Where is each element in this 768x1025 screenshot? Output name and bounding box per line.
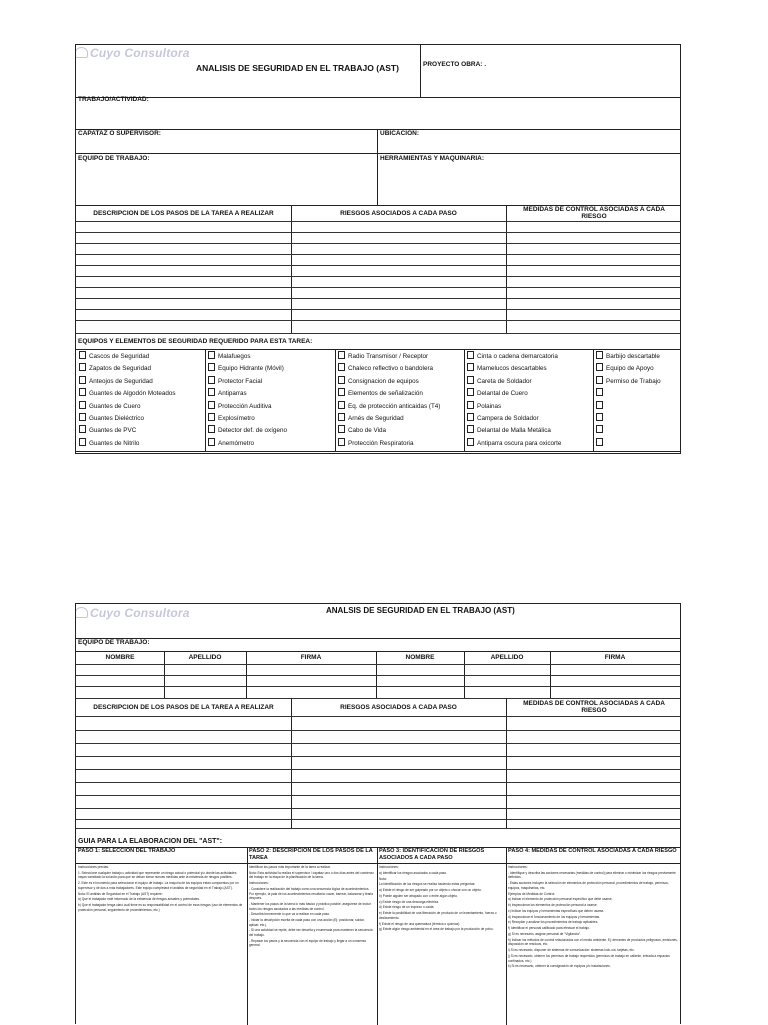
checkbox-icon[interactable] xyxy=(208,425,215,433)
ppe-checkbox-item[interactable] xyxy=(596,401,606,410)
paso-3-header: PASO 3: IDENTIFICACION DE RIESGOS ASOCIADOS A CADA PASO xyxy=(379,848,485,861)
logo-text: Cuyo Consultora xyxy=(90,46,190,60)
guide-paragraph: e) Existe la posibilidad de una liberación de producto de un levantamiento, fuerza o deslizamiento. xyxy=(379,911,497,920)
ppe-item-label: Radio Transmisor / Receptor xyxy=(348,353,429,360)
checkbox-icon[interactable] xyxy=(467,401,474,409)
checkbox-icon[interactable] xyxy=(596,376,603,384)
guide-paragraph: - Si una actividad se repite, debe ser descrita y enumerada para mantener la secuencia del trabajo. xyxy=(249,928,373,938)
ppe-item-label: Guantes de Algodón Moteados xyxy=(89,390,176,398)
ppe-item-label: Protector Facial xyxy=(218,377,263,385)
checkbox-icon[interactable] xyxy=(338,401,345,409)
ppe-item-label: Arnés de Seguridad xyxy=(348,415,404,422)
checkbox-icon[interactable] xyxy=(338,425,345,433)
ppe-checkbox-item[interactable] xyxy=(208,351,251,360)
guide-paragraph: k) Si es necesario, obtener la consignación de equipos y/o instalaciones. xyxy=(508,964,611,969)
guide-paragraph: Instrucciones: xyxy=(508,865,528,869)
checkbox-icon[interactable] xyxy=(79,388,86,396)
col-riesgos-header-2: RIESGOS ASOCIADOS A CADA PASO xyxy=(340,704,457,711)
guide-paragraph: Ejemplos de Medidas de Control: xyxy=(508,891,555,896)
ppe-checkbox-item[interactable] xyxy=(467,351,558,360)
checkbox-icon[interactable] xyxy=(79,401,86,409)
ppe-item-label: Polainas xyxy=(477,402,502,410)
ppe-item-label: Eq. de protección anticaidas (T4) xyxy=(348,402,441,410)
checkbox-icon[interactable] xyxy=(596,438,603,446)
ppe-checkbox-item[interactable] xyxy=(338,363,433,372)
herramientas-field[interactable]: HERRAMIENTAS Y MAQUINARIA: xyxy=(380,155,485,162)
ppe-item-label: Guantes de Cuero xyxy=(89,402,141,410)
ppe-checkbox-item[interactable] xyxy=(338,351,428,360)
ppe-checkbox-item[interactable] xyxy=(79,401,140,410)
ppe-item-label: Guantes Dieléctrico xyxy=(89,415,144,422)
guide-paragraph: 2. Este es el momento para seleccionar el equipo de trabajo. La mayoría de los equipos están compuestos por un supervisor y de dos a más trabajadores. Este equipo completará el análisis de seguridad en el Trabajo (AST). xyxy=(78,881,239,890)
ppe-checkbox-item[interactable] xyxy=(79,376,153,385)
checkbox-icon[interactable] xyxy=(208,413,215,421)
guide-paragraph: Nota: xyxy=(379,876,387,881)
guide-paso-3 xyxy=(379,865,504,1025)
ppe-item-label: Detector def. de oxígeno xyxy=(218,427,287,435)
guide-paragraph: Instrucciones: xyxy=(249,881,269,886)
ppe-checkbox-item[interactable] xyxy=(596,425,606,434)
ppe-checkbox-item[interactable] xyxy=(596,363,654,372)
checkbox-icon[interactable] xyxy=(596,351,603,359)
guide-paragraph: f) Identificar el personal calificado para efectuar el trabajo. xyxy=(508,926,590,931)
ppe-item-label: Antiparras xyxy=(218,390,247,398)
guide-paragraph: d) Existe riesgo de un tropiezo o caída. xyxy=(379,905,435,910)
guide-paragraph: b) Puede alguien ser atrapado con o entre algún objeto. xyxy=(379,893,458,898)
ppe-checkbox-item[interactable] xyxy=(338,401,440,410)
ppe-checkbox-item[interactable] xyxy=(467,376,532,385)
ppe-item-label: Chaleco reflectivo o bandolera xyxy=(348,365,434,373)
ppe-checkbox-item[interactable] xyxy=(208,388,247,397)
guide-paragraph: - Mantener los pasos de la tarea lo más básico y práctico posible, asegúrese de incluir todos los riesgos asociados a las medidas de control. xyxy=(249,901,371,911)
col-medidas-header-2: MEDIDAS DE CONTROL ASOCIADAS A CADA RIESGO xyxy=(523,700,665,714)
ppe-item-label: Protección Respiratoria xyxy=(348,439,414,447)
guide-paragraph: a) Identificar los riesgos asociados a cada paso. xyxy=(379,870,448,875)
ppe-item-label: Equipo Hidrante (Móvil) xyxy=(218,365,284,373)
checkbox-icon[interactable] xyxy=(467,413,474,421)
ppe-checkbox-item[interactable] xyxy=(79,351,149,360)
ppe-checkbox-item[interactable] xyxy=(338,425,386,434)
ppe-checkbox-item[interactable] xyxy=(79,363,151,372)
checkbox-icon[interactable] xyxy=(338,363,345,371)
col-pasos-header: DESCRIPCION DE LOS PASOS DE LA TAREA A REALIZAR xyxy=(93,210,274,217)
guide-paragraph: d) Inspeccionar el funcionamiento de los equipos y herramientas. xyxy=(508,914,600,919)
ppe-checkbox-item[interactable] xyxy=(208,438,254,447)
ppe-item-label: Anteojos de Seguridad xyxy=(89,377,153,385)
checkbox-icon[interactable] xyxy=(79,376,86,384)
ppe-checkbox-item[interactable] xyxy=(79,438,139,447)
guide-paragraph: Nota: Esta actividad la realiza el supervisor / capataz uno o dos días antes del comienzo del trabajo en la etapa de la planificación de la tarea. xyxy=(249,870,374,880)
checkbox-icon[interactable] xyxy=(79,413,86,421)
checkbox-icon[interactable] xyxy=(338,413,345,421)
guia-title: GUIA PARA LA ELABORACION DEL "AST": xyxy=(78,838,223,845)
ppe-checkbox-item[interactable] xyxy=(79,413,144,422)
paso-2-header: PASO 2: DESCRIPCION DE LOS PASOS DE LA TAREA xyxy=(249,848,373,861)
ppe-checkbox-item[interactable] xyxy=(208,425,287,434)
team-col-firma: FIRMA xyxy=(300,654,322,661)
guide-paragraph: La identificación de los riesgos se realiza haciendo estas preguntas: xyxy=(379,882,476,887)
guide-paragraph: - Describa brevemente lo que va a realizar en cada paso. xyxy=(249,912,330,917)
ppe-item-label: Delantal de Cuero xyxy=(477,390,528,398)
ppe-item-label: Anemómetro xyxy=(218,439,255,447)
guide-paragraph: c) Existe riesgo de una descarga eléctrica. xyxy=(379,899,440,904)
checkbox-icon[interactable] xyxy=(596,413,603,421)
ppe-checkbox-item[interactable] xyxy=(79,425,136,434)
equipo-trabajo-field[interactable]: EQUIPO DE TRABAJO: xyxy=(78,155,150,162)
sheet-title: ANALISIS DE SEGURIDAD EN EL TRABAJO (AST) xyxy=(196,63,399,73)
checkbox-icon[interactable] xyxy=(79,425,86,433)
checkbox-icon[interactable] xyxy=(79,351,86,359)
checkbox-icon[interactable] xyxy=(338,351,345,359)
guide-paragraph: h) Indicar los métodos de control relacionados con el medio ambiente. Ej: derrames de productos peligrosos, emisiones, disposición de residuos, etc. xyxy=(508,937,678,947)
team-col-firma-2: FIRMA xyxy=(604,654,626,661)
ppe-checkbox-item[interactable] xyxy=(596,413,606,422)
ppe-item-label: Consignacion de equipos xyxy=(348,377,419,385)
ppe-checkbox-item[interactable] xyxy=(467,425,551,434)
guide-paragraph: j) Si es necesario, obtener los permisos de trabajo requeridos (permisos de trabajo en caliente, entrada a espacios confinados, etc.) xyxy=(508,953,670,963)
ppe-checkbox-item[interactable] xyxy=(208,376,262,385)
ppe-checkbox-item[interactable] xyxy=(208,413,255,422)
guide-paragraph: i) Si es necesario, disponer de sistemas de comunicación: sistemas lock-out, tarjetas, etc. xyxy=(508,948,635,953)
guide-paragraph: b) Inspeccionar los elementos de protección personal a usarse. xyxy=(508,903,598,908)
guide-paragraph: 1. Seleccione cualquier trabajo u actividad que represente un riesgo actual o potencial y/o donde las actividades hayan cambiado la solución para que se deban tomar nuevas medidas ante la existencia de riesgos posibles. xyxy=(78,870,237,880)
guide-paragraph: - Repasar los pasos y la secuencia con el equipo de trabajo y llegar a un consenso general. xyxy=(249,938,367,948)
checkbox-icon[interactable] xyxy=(467,388,474,396)
col-medidas-header: MEDIDAS DE CONTROL ASOCIADAS A CADA RIESGO xyxy=(523,206,665,220)
ppe-item-label: Delantal de Malla Metálica xyxy=(477,427,551,435)
paso-4-header: PASO 4: MEDIDAS DE CONTROL ASOCIADAS A CADA RIESGO xyxy=(508,848,677,854)
guide-paso-2 xyxy=(249,865,375,1025)
ppe-item-label: Equipo de Apoyo xyxy=(606,365,654,373)
ppe-item-label: Cabo de Vida xyxy=(348,427,387,435)
ppe-item-label: Guantes de PVC xyxy=(89,427,137,435)
checkbox-icon[interactable] xyxy=(208,438,215,446)
guide-paragraph: Identificar los pasos más importante de la tarea a realizar. xyxy=(249,865,331,869)
proyecto-obra-field[interactable]: PROYECTO OBRA: . xyxy=(423,61,487,68)
ppe-checkbox-item[interactable] xyxy=(208,401,272,410)
guide-paso-4 xyxy=(508,865,680,1025)
guide-paragraph: g) Si es necesario, asignar personal de "Vigilancia". xyxy=(508,932,581,936)
guide-paragraph: Instrucciones previas: xyxy=(78,865,109,869)
ppe-checkbox-item[interactable] xyxy=(596,388,606,397)
checkbox-icon[interactable] xyxy=(596,388,603,396)
team-col-apellido: APELLIDO xyxy=(188,654,222,661)
ppe-item-label: Mamelucos descartables xyxy=(477,365,547,373)
ppe-item-label: Campera de Soldador xyxy=(477,415,539,422)
ppe-checkbox-item[interactable] xyxy=(467,388,528,397)
guide-paragraph: c) Indicar los equipos y herramientas específicas que deben usarse. xyxy=(508,908,605,913)
checkbox-icon[interactable] xyxy=(467,363,474,371)
ppe-checkbox-item[interactable] xyxy=(338,438,413,447)
ppe-checkbox-item[interactable] xyxy=(338,376,419,385)
paso-1-header: PASO 1: SELECCION DEL TRABAJO xyxy=(78,848,176,854)
ppe-checkbox-item[interactable] xyxy=(596,376,661,385)
col-riesgos-header: RIESGOS ASOCIADOS A CADA PASO xyxy=(340,210,457,217)
checkbox-icon[interactable] xyxy=(338,376,345,384)
team-table xyxy=(76,651,680,698)
ppe-checkbox-item[interactable] xyxy=(338,388,423,397)
ppe-item-label: Cascos de Seguridad xyxy=(89,353,150,360)
equipo-trabajo-field-2[interactable]: EQUIPO DE TRABAJO: xyxy=(78,639,150,646)
checkbox-icon[interactable] xyxy=(596,363,603,371)
guide-paragraph: a) Que el trabajador esté informado de la existencia de riesgos actuales y potenciales. xyxy=(78,897,200,902)
col-pasos-header-2: DESCRIPCION DE LOS PASOS DE LA TAREA A REALIZAR xyxy=(93,704,274,711)
task-table xyxy=(76,205,680,333)
team-col-apellido-2: APELLIDO xyxy=(490,654,524,661)
ppe-item-label: Explosímetro xyxy=(218,415,255,422)
ppe-checkbox-item[interactable] xyxy=(596,438,606,447)
ppe-checkbox-item[interactable] xyxy=(467,438,561,447)
guide-paragraph: - Identifique y describa las acciones necesarias (medidas de control) para eliminar o minimizar los riesgos previamente definidos. xyxy=(508,870,676,880)
guide-paragraph: Nota: El análisis de Seguridad en el Trabajo (AST) requiere: xyxy=(78,891,163,896)
checkbox-icon[interactable] xyxy=(79,363,86,371)
ppe-checkbox-item[interactable] xyxy=(467,413,539,422)
checkbox-icon[interactable] xyxy=(338,438,345,446)
checkbox-icon[interactable] xyxy=(208,376,215,384)
ppe-checkbox-item[interactable] xyxy=(467,363,547,372)
ppe-checkbox-item[interactable] xyxy=(208,363,284,372)
ast-sheet-1 xyxy=(75,44,681,454)
checkbox-icon[interactable] xyxy=(208,351,215,359)
ppe-item-label: Antiparra oscura para oxicorte xyxy=(477,439,562,447)
checkbox-icon[interactable] xyxy=(596,401,603,409)
guide-paragraph: - Estas acciones incluyen la selección de elementos de protección personal, procedimientos de trabajo, permisos, equipos, maquinarias, etc. xyxy=(508,881,669,890)
guide-paragraph: e) Recopilar y analizar los procedimientos de trabajo aplicables. xyxy=(508,920,599,925)
ppe-item-label: Malafuegos xyxy=(218,353,251,360)
ppe-item-label: Barbijo descartable xyxy=(606,353,660,360)
guide-paragraph: g) Existe algún riesgo ambiental en el área de trabajo por la producción de polvo. xyxy=(379,927,494,932)
ppe-item-label: Careta de Soldador xyxy=(477,377,532,385)
team-col-nombre: NOMBRE xyxy=(105,654,135,661)
ppe-checkbox-item[interactable] xyxy=(596,351,660,360)
checkbox-icon[interactable] xyxy=(208,388,215,396)
ppe-item-label: Permiso de Trabajo xyxy=(606,377,661,385)
checkbox-icon[interactable] xyxy=(467,425,474,433)
checkbox-icon[interactable] xyxy=(596,425,603,433)
ppe-item-label: Zapatos de Seguridad xyxy=(89,365,151,373)
ppe-checkbox-item[interactable] xyxy=(338,413,404,422)
ast-sheet-2 xyxy=(75,603,681,1024)
task-table-2 xyxy=(76,698,680,828)
ppe-item-label: Protección Auditiva xyxy=(218,402,272,410)
ubicacion-field[interactable]: UBICACION: xyxy=(380,130,419,137)
sheet-title-2: ANALSIS DE SEGURIDAD EN EL TRABAJO (AST) xyxy=(326,606,515,615)
logo-text: Cuyo Consultora xyxy=(90,606,190,620)
checkbox-icon[interactable] xyxy=(467,351,474,359)
checkbox-icon[interactable] xyxy=(338,388,345,396)
team-col-nombre-2: NOMBRE xyxy=(405,654,435,661)
ppe-item-label: Elementos de señalización xyxy=(348,390,423,398)
guide-paragraph: b) Que el trabajador tenga claro cuál tiene es su responsabilidad en el control de esos riesgos (uso de elementos de protección personal, seguimiento de procedimientos, etc.) xyxy=(78,903,243,912)
guide-paragraph: a) Existe el riesgo de ser golpeado por un objeto o chocar con un objeto. xyxy=(379,888,482,893)
trabajo-actividad-field[interactable]: TRABAJO/ACTIVIDAD: xyxy=(78,96,149,103)
guide-paso-1 xyxy=(78,865,245,1025)
guide-paragraph: f) Existe el riesgo de una quemadura (térmica o química). xyxy=(379,921,461,926)
checkbox-icon[interactable] xyxy=(208,401,215,409)
guide-paragraph: - Considere la realización del trabajo como una secuencia lógica de acontecimientos. Por ejemplo, la pala de los acontecimientos resultaría: cavar, barrear, balancear y tirarla después. xyxy=(249,886,374,901)
ppe-item-label: Guantes de Nitrilo xyxy=(89,439,140,447)
checkbox-icon[interactable] xyxy=(467,376,474,384)
capataz-supervisor-field[interactable]: CAPATAZ O SUPERVISOR: xyxy=(78,130,161,137)
guide-paragraph: a) Indicar el elemento de protección personal específico que debe usarse. xyxy=(508,897,613,902)
ppe-checkbox-item[interactable] xyxy=(79,388,175,397)
guide-paragraph: - Iniciar la descripción escrita de cada paso con una acción (Ej: posicionar, soldar, aplicar, etc.). xyxy=(249,918,365,927)
equipos-title: EQUIPOS Y ELEMENTOS DE SEGURIDAD REQUERIDO PARA ESTA TAREA: xyxy=(78,338,313,345)
guide-paragraph: Instrucciones: xyxy=(379,865,399,869)
ppe-item-label: Cinta o cadena demarcatoria xyxy=(477,353,558,360)
checkbox-icon[interactable] xyxy=(467,438,474,446)
ppe-checkbox-item[interactable] xyxy=(467,401,501,410)
checkbox-icon[interactable] xyxy=(208,363,215,371)
checkbox-icon[interactable] xyxy=(79,438,86,446)
